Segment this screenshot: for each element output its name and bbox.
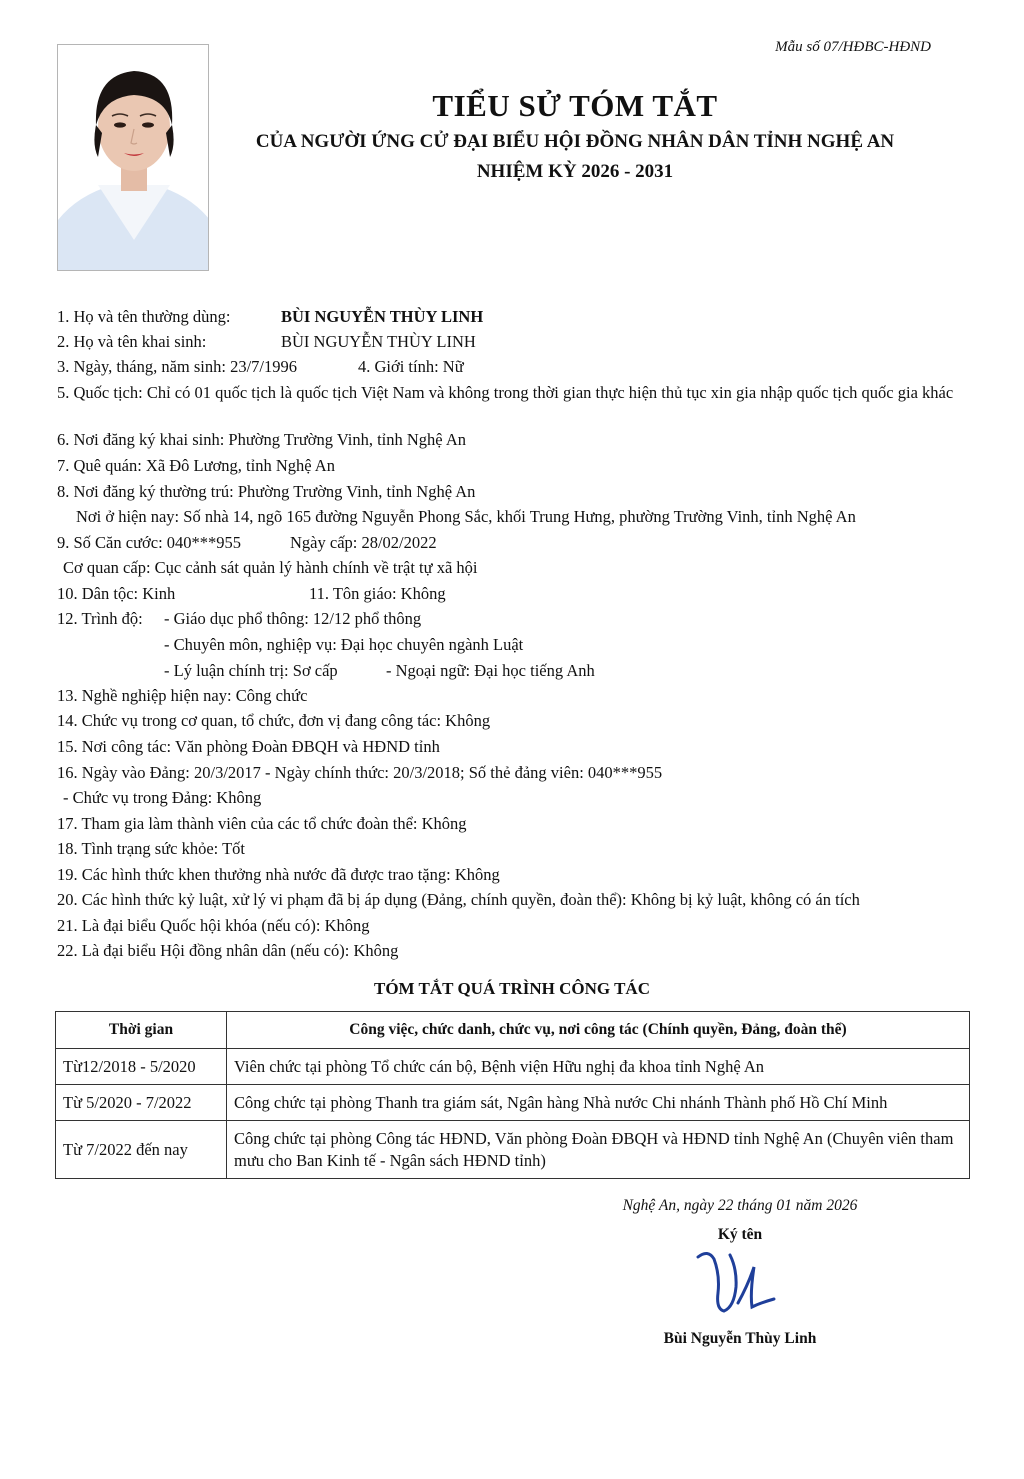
field-religion: 11. Tôn giáo: Không bbox=[309, 584, 446, 603]
work-history-title: TÓM TẮT QUÁ TRÌNH CÔNG TÁC bbox=[374, 979, 650, 998]
field-awards: 19. Các hình thức khen thưởng nhà nước đã được trao tặng: Không bbox=[57, 865, 500, 884]
field-id-issue-date: Ngày cấp: 28/02/2022 bbox=[290, 533, 437, 552]
field-birth-name-label: 2. Họ và tên khai sinh: bbox=[57, 332, 207, 351]
row-description: Công chức tại phòng Công tác HĐND, Văn phòng Đoàn ĐBQH và HĐND tỉnh Nghệ An (Chuyên viên tham mưu cho Ban Kinh tế - Ngân sách HĐND tỉnh) bbox=[227, 1121, 970, 1179]
field-current-address: Nơi ở hiện nay: Số nhà 14, ngõ 165 đường Nguyễn Phong Sắc, khối Trung Hưng, phường Trường Vinh, tỉnh Nghệ An bbox=[76, 507, 856, 526]
field-date-of-birth: 3. Ngày, tháng, năm sinh: 23/7/1996 bbox=[57, 357, 297, 376]
field-occupation: 13. Nghề nghiệp hiện nay: Công chức bbox=[57, 686, 308, 705]
signer-name: Bùi Nguyễn Thùy Linh bbox=[663, 1330, 817, 1347]
field-birth-name-value: BÙI NGUYỄN THÙY LINH bbox=[281, 332, 476, 351]
field-health: 18. Tình trạng sức khỏe: Tốt bbox=[57, 839, 245, 858]
field-political-theory: - Lý luận chính trị: Sơ cấp bbox=[164, 661, 338, 680]
field-general-education: - Giáo dục phổ thông: 12/12 phổ thông bbox=[164, 609, 422, 628]
field-id-number: 9. Số Căn cước: 040***955 bbox=[57, 533, 242, 552]
signature-drawing bbox=[690, 1245, 790, 1325]
form-code: Mẫu số 07/HĐBC-HĐND bbox=[775, 39, 931, 55]
row-description: Viên chức tại phòng Tổ chức cán bộ, Bệnh viện Hữu nghị đa khoa tỉnh Nghệ An bbox=[227, 1049, 970, 1085]
portrait-photo bbox=[57, 44, 209, 271]
field-organizations: 17. Tham gia làm thành viên của các tổ chức đoàn thể: Không bbox=[57, 814, 467, 833]
field-common-name-label: 1. Họ và tên thường dùng: bbox=[57, 307, 231, 326]
portrait-image bbox=[58, 45, 209, 271]
row-description: Công chức tại phòng Thanh tra giám sát, Ngân hàng Nhà nước Chi nhánh Thành phố Hồ Chí Minh bbox=[227, 1085, 970, 1121]
field-discipline: 20. Các hình thức kỷ luật, xử lý vi phạm đã bị áp dụng (Đảng, chính quyền, đoàn thể): Không bị kỷ luật, không có án tích bbox=[57, 890, 860, 909]
row-time: Từ12/2018 - 5/2020 bbox=[56, 1049, 227, 1085]
field-peoples-council: 22. Là đại biểu Hội đồng nhân dân (nếu có): Không bbox=[57, 941, 399, 960]
field-foreign-language: - Ngoại ngữ: Đại học tiếng Anh bbox=[386, 661, 595, 680]
table-header-row bbox=[56, 1012, 970, 1049]
field-gender: 4. Giới tính: Nữ bbox=[358, 357, 464, 376]
work-history-table bbox=[55, 1011, 970, 1179]
document-term: NHIỆM KỲ 2026 - 2031 bbox=[476, 161, 674, 182]
table-row bbox=[56, 1121, 970, 1179]
field-education-label: 12. Trình độ: bbox=[57, 609, 143, 628]
column-header-description: Công việc, chức danh, chức vụ, nơi công tác (Chính quyền, Đảng, đoàn thể) bbox=[227, 1012, 970, 1049]
document-title: TIỂU SỬ TÓM TẮT bbox=[432, 88, 718, 123]
signature-place-date: Nghệ An, ngày 22 tháng 01 năm 2026 bbox=[622, 1197, 858, 1214]
table-row bbox=[56, 1049, 970, 1085]
field-common-name-value: BÙI NGUYỄN THÙY LINH bbox=[281, 307, 484, 326]
signature-label: Ký tên bbox=[717, 1226, 763, 1243]
field-workplace: 15. Nơi công tác: Văn phòng Đoàn ĐBQH và HĐND tỉnh bbox=[57, 737, 440, 756]
field-party-membership: 16. Ngày vào Đảng: 20/3/2017 - Ngày chính thức: 20/3/2018; Số thẻ đảng viên: 040***955 bbox=[57, 763, 663, 782]
field-id-issuer: Cơ quan cấp: Cục cảnh sát quản lý hành chính về trật tự xã hội bbox=[63, 558, 478, 577]
document-subtitle: CỦA NGƯỜI ỨNG CỬ ĐẠI BIỂU HỘI ĐỒNG NHÂN DÂN TỈNH NGHỆ AN bbox=[255, 131, 895, 152]
field-position: 14. Chức vụ trong cơ quan, tổ chức, đơn vị đang công tác: Không bbox=[57, 711, 491, 730]
field-national-assembly: 21. Là đại biểu Quốc hội khóa (nếu có): Không bbox=[57, 916, 370, 935]
field-ethnicity: 10. Dân tộc: Kinh bbox=[57, 584, 176, 603]
field-permanent-residence: 8. Nơi đăng ký thường trú: Phường Trường Vinh, tỉnh Nghệ An bbox=[57, 482, 476, 501]
field-professional-qualification: - Chuyên môn, nghiệp vụ: Đại học chuyên ngành Luật bbox=[164, 635, 524, 654]
column-header-time: Thời gian bbox=[56, 1012, 227, 1049]
handwritten-signature bbox=[690, 1245, 790, 1325]
field-birth-registration-place: 6. Nơi đăng ký khai sinh: Phường Trường Vinh, tỉnh Nghệ An bbox=[57, 430, 467, 449]
table-row bbox=[56, 1085, 970, 1121]
field-party-position: - Chức vụ trong Đảng: Không bbox=[63, 788, 262, 807]
row-time: Từ 7/2022 đến nay bbox=[56, 1121, 227, 1179]
row-time: Từ 5/2020 - 7/2022 bbox=[56, 1085, 227, 1121]
field-hometown: 7. Quê quán: Xã Đô Lương, tỉnh Nghệ An bbox=[57, 456, 335, 475]
field-nationality: 5. Quốc tịch: Chỉ có 01 quốc tịch là quốc tịch Việt Nam và không trong thời gian thực hiện thủ tục xin gia nhập quốc tịch quốc gia khác bbox=[57, 383, 954, 402]
